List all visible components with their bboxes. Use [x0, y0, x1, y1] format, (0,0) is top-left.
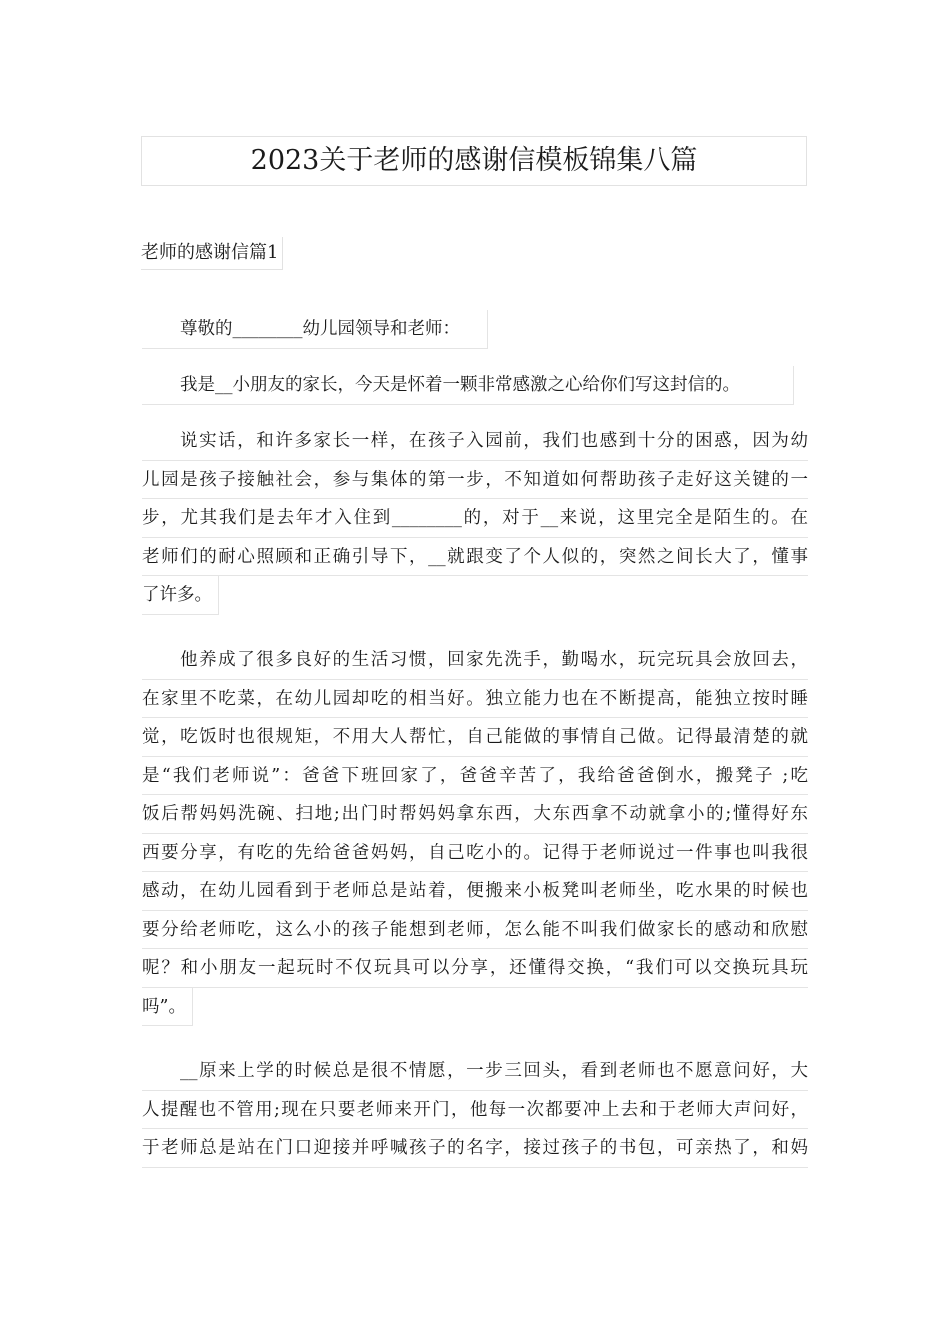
text-line: 呢？和小朋友一起玩时不仅玩具可以分享，还懂得交换，“我们可以交换玩具玩 [142, 949, 808, 988]
text-line: 尊敬的________幼儿园领导和老师： [142, 310, 488, 349]
text-line: 吗”。 [142, 988, 193, 1027]
text-line: 步，尤其我们是去年才入住到________的，对于__来说，这里完全是陌生的。在 [142, 499, 808, 538]
text-line: 他养成了很多良好的生活习惯，回家先洗手，勤喝水，玩完玩具会放回去， [142, 641, 808, 680]
text-line: 于老师总是站在门口迎接并呼喊孩子的名字，接过孩子的书包，可亲热了，和妈 [142, 1129, 808, 1168]
salutation-paragraph [142, 310, 488, 349]
body-paragraph-2 [142, 641, 808, 1030]
text-line: 要分给老师吃，这么小的孩子能想到老师，怎么能不叫我们做家长的感动和欣慰 [142, 911, 808, 950]
text-line: 觉，吃饭时也很规矩，不用大人帮忙，自己能做的事情自己做。记得最清楚的就 [142, 718, 808, 757]
text-line: 人提醒也不管用;现在只要老师来开门，他每一次都要冲上去和于老师大声问好， [142, 1091, 808, 1130]
intro-paragraph [142, 366, 794, 405]
body-paragraph-1 [142, 422, 808, 619]
text-line: 在家里不吃菜，在幼儿园却吃的相当好。独立能力也在不断提高，能独立按时睡 [142, 680, 808, 719]
section-heading: 老师的感谢信篇1 [141, 237, 283, 270]
text-line: 老师们的耐心照顾和正确引导下，__就跟变了个人似的，突然之间长大了，懂事 [142, 538, 808, 577]
page-title: 2023关于老师的感谢信模板锦集八篇 [141, 136, 807, 186]
text-line: __原来上学的时候总是很不情愿，一步三回头，看到老师也不愿意问好，大 [142, 1052, 808, 1091]
body-paragraph-3 [142, 1052, 808, 1168]
text-line: 我是__小朋友的家长，今天是怀着一颗非常感激之心给你们写这封信的。 [142, 366, 794, 405]
text-line: 西要分享，有吃的先给爸爸妈妈，自己吃小的。记得于老师说过一件事也叫我很 [142, 834, 808, 873]
text-line: 饭后帮妈妈洗碗、扫地;出门时帮妈妈拿东西，大东西拿不动就拿小的;懂得好东 [142, 795, 808, 834]
text-line: 儿园是孩子接触社会，参与集体的第一步，不知道如何帮助孩子走好这关键的一 [142, 461, 808, 500]
text-line: 感动，在幼儿园看到于老师总是站着，便搬来小板凳叫老师坐，吃水果的时候也 [142, 872, 808, 911]
text-line: 是“我们老师说”：爸爸下班回家了，爸爸辛苦了，我给爸爸倒水，搬凳子 ;吃 [142, 757, 808, 796]
text-line: 说实话，和许多家长一样，在孩子入园前，我们也感到十分的困惑，因为幼 [142, 422, 808, 461]
text-line: 了许多。 [142, 576, 219, 615]
